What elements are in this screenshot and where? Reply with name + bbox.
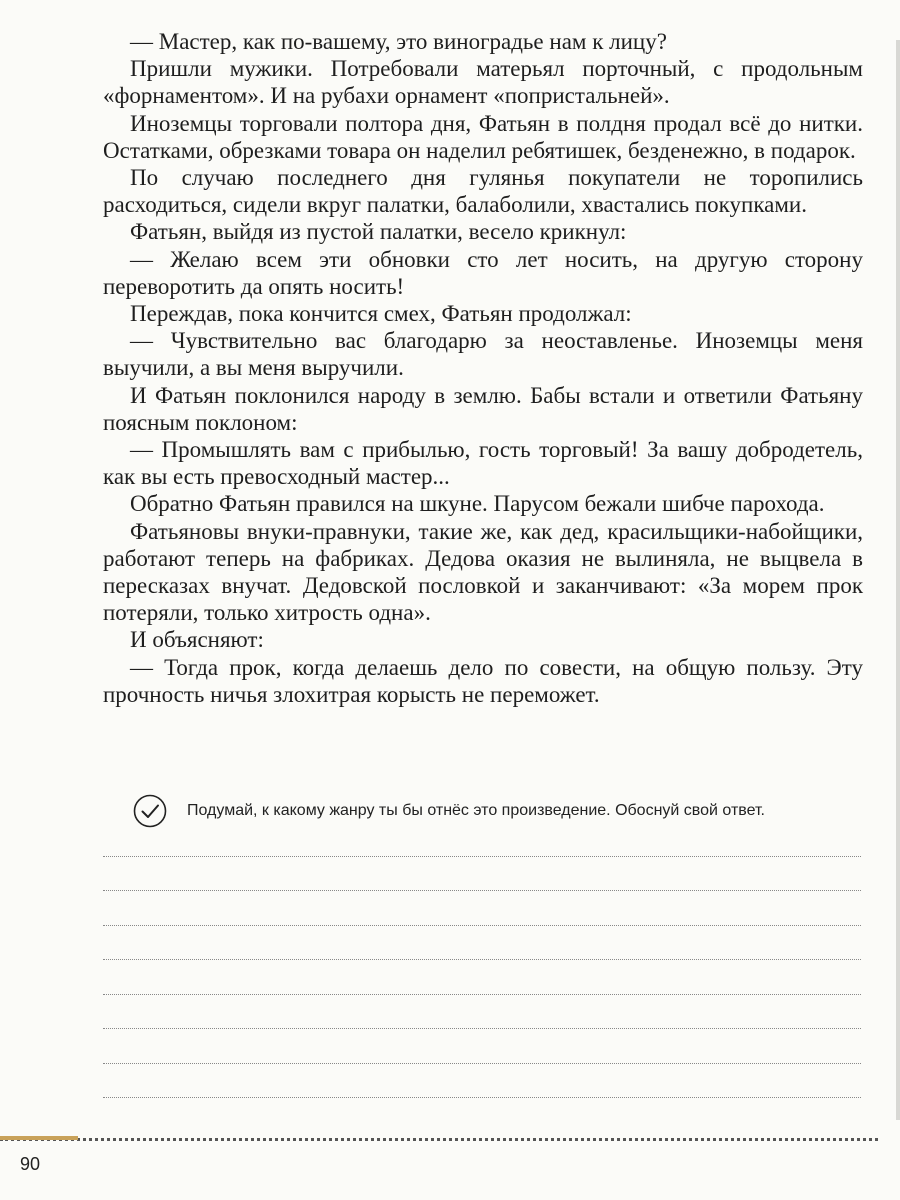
answer-line[interactable] xyxy=(103,925,861,926)
story-paragraph: И объясняют: xyxy=(130,627,264,653)
task-prompt: Подумай, к какому жанру ты бы отнёс это произведение. Обоснуй свой ответ. xyxy=(187,802,765,819)
story-paragraph: По случаю последнего дня гулянья покупатели не торопились расходиться, сидели вкруг палатки, балаболили, хвастались покупками. xyxy=(103,165,863,218)
answer-line[interactable] xyxy=(103,890,861,891)
answer-line[interactable] xyxy=(103,994,861,995)
story-paragraph: — Желаю всем эти обновки сто лет носить, на другую сторону переворотить да опять носить! xyxy=(103,246,863,299)
page-number: 90 xyxy=(20,1154,41,1174)
story-text xyxy=(103,28,863,708)
story-paragraph: — Промышлять вам с прибылью, гость торговый! За вашу добродетель, как вы есть превосходный мастер... xyxy=(103,437,863,490)
answer-line[interactable] xyxy=(103,1097,861,1098)
footer-accent-bar xyxy=(0,1136,78,1140)
story-paragraph: Переждав, пока кончится смех, Фатьян продолжал: xyxy=(130,301,632,327)
story-paragraph: — Мастер, как по-вашему, это виноградье нам к лицу? xyxy=(130,29,667,54)
answer-line[interactable] xyxy=(103,959,861,960)
story-paragraph: Обратно Фатьян правился на шкуне. Парусом бежали шибче парохода. xyxy=(130,491,825,517)
story-paragraph: — Чувствительно вас благодарю за неоставленье. Иноземцы меня выучили, а вы меня выручили. xyxy=(103,328,863,381)
answer-line[interactable] xyxy=(103,1028,861,1029)
answer-line[interactable] xyxy=(103,856,861,857)
story-paragraph: Фатьян, выйдя из пустой палатки, весело крикнул: xyxy=(130,219,627,245)
answer-line[interactable] xyxy=(103,1063,861,1064)
task-block xyxy=(133,794,873,828)
story-paragraph: Фатьяновы внуки-правнуки, такие же, как дед, красильщики-набойщики, работают теперь на фабриках. Дедова оказия не вылиняла, не выцвела в пересказах внучат. Дедовской пословкой и заканчивают: «За морем прок потеряли, только хитрость одна». xyxy=(103,518,863,626)
story-paragraph: И Фатьян поклонился народу в землю. Бабы встали и ответили Фатьяну поясным поклоном: xyxy=(103,382,863,435)
check-circle-icon xyxy=(133,794,167,828)
story-paragraph: Иноземцы торговали полтора дня, Фатьян в полдня продал всё до нитки. Остатками, обрезками товара он наделил ребятишек, безденежно, в подарок. xyxy=(103,110,863,163)
story-paragraph: Пришли мужики. Потребовали матерьял порточный, с продольным «форнаментом». И на рубахи орнамент «попристальней». xyxy=(103,56,863,109)
story-paragraph: — Тогда прок, когда делаешь дело по совести, на общую пользу. Эту прочность ничья злохитрая корысть не переможет. xyxy=(103,654,863,707)
footer-divider xyxy=(0,1138,878,1141)
page-edge-shadow xyxy=(896,40,900,1120)
